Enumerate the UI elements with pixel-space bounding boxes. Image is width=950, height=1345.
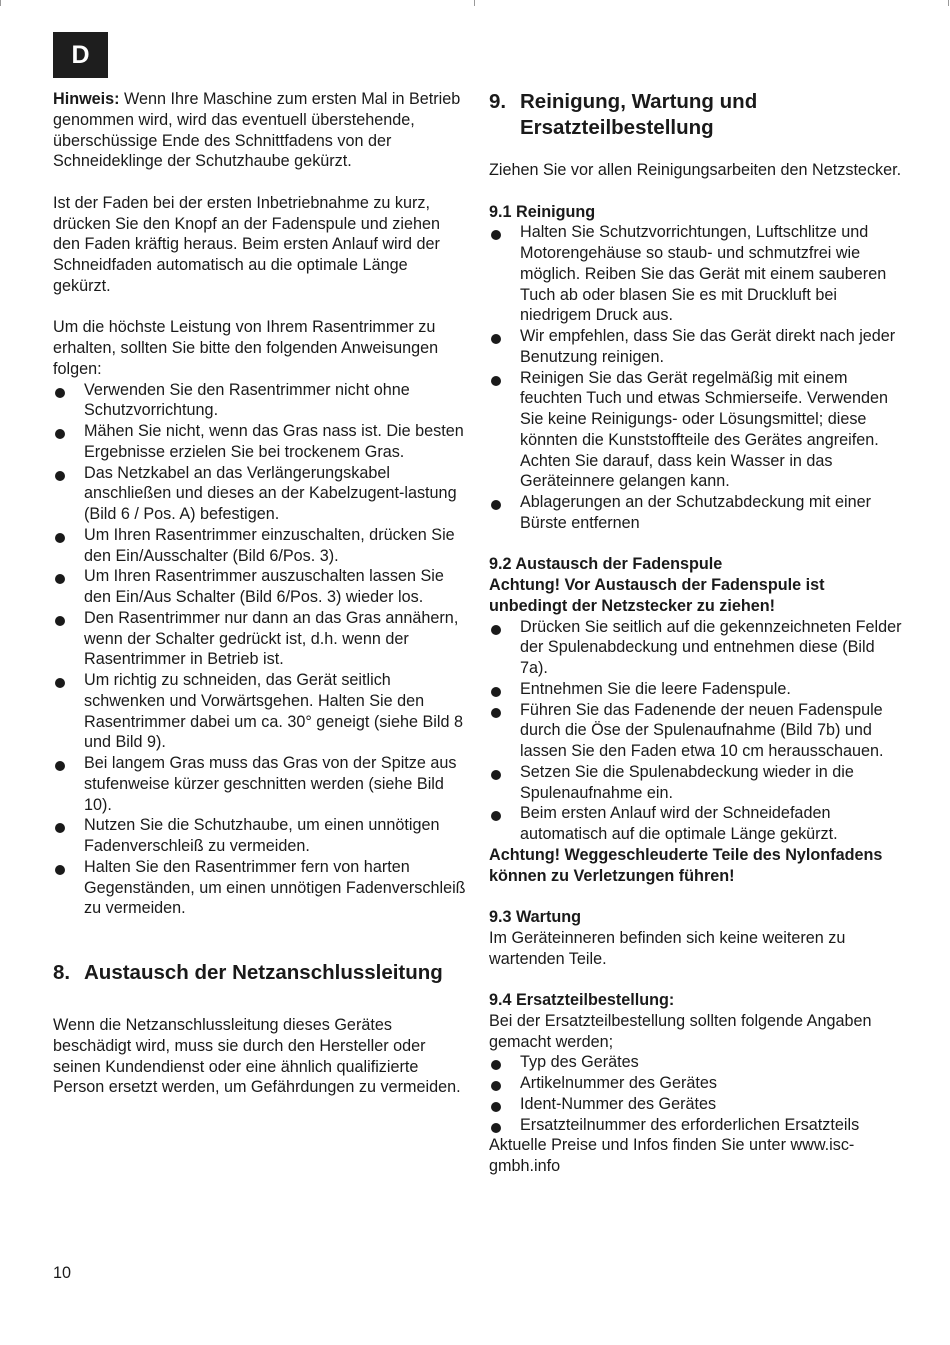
- section-9-2-warning: Achtung! Vor Austausch der Fadenspule ist unbedingt der Netzstecker zu ziehen!: [489, 576, 825, 615]
- list-item: Wir empfehlen, dass Sie das Gerät direkt nach jeder Benutzung reinigen.: [489, 326, 904, 368]
- note-paragraph: [53, 89, 468, 172]
- list-item: Drücken Sie seitlich auf die gekennzeichneten Felder der Spulenabdeckung und entnehmen diese (Bild 7a).: [489, 617, 904, 679]
- list-item: Verwenden Sie den Rasentrimmer nicht ohne Schutzvorrichtung.: [53, 380, 468, 422]
- list-item: Ersatzteilnummer des erforderlichen Ersatzteils: [489, 1115, 904, 1136]
- section-8-heading: [53, 960, 468, 986]
- instructions-list: [53, 380, 468, 920]
- list-item: Um Ihren Rasentrimmer auszuschalten lassen Sie den Ein/Aus Schalter (Bild 6/Pos. 3) wieder los.: [53, 566, 468, 608]
- section-9-4-intro: Bei der Ersatzteilbestellung sollten folgende Angaben gemacht werden;: [489, 1011, 872, 1051]
- crop-mark-center: [474, 0, 475, 6]
- section-8-title: Austausch der Netzanschlussleitung: [84, 961, 443, 984]
- note-label: Hinweis:: [53, 90, 120, 108]
- crop-mark-left: [0, 0, 1, 6]
- list-item: Ablagerungen an der Schutzabdeckung mit einer Bürste entfernen: [489, 492, 904, 534]
- section-8-text: Wenn die Netzanschlussleitung dieses Gerätes beschädigt wird, muss sie durch den Hersteller oder seinen Kundendienst oder eine ähnlich qualifizierte Person ersetzt werden, um Gefährdungen zu vermeiden.: [53, 1016, 461, 1097]
- section-9-2-title: 9.2 Austausch der Fadenspule: [489, 555, 723, 574]
- list-item: Entnehmen Sie die leere Fadenspule.: [489, 679, 904, 700]
- list-item: Beim ersten Anlauf wird der Schneidefaden automatisch auf die optimale Länge gekürzt.: [489, 803, 904, 845]
- list-item: Ident-Nummer des Gerätes: [489, 1094, 904, 1115]
- list-item: Um richtig zu schneiden, das Gerät seitlich schwenken und Vorwärtsgehen. Halten Sie den Rasentrimmer dabei um ca. 30° geneigt (siehe Bild 8 und Bild 9).: [53, 670, 468, 753]
- section-8-number: 8.: [53, 961, 71, 984]
- section-9-3-text: Im Geräteinneren befinden sich keine weiteren zu wartenden Teile.: [489, 928, 846, 968]
- list-item: Das Netzkabel an das Verlängerungskabel anschließen und dieses an der Kabelzugent-lastung (Bild 6 / Pos. A) befestigen.: [53, 463, 468, 525]
- crop-mark-right: [948, 0, 949, 6]
- list-item: Halten Sie den Rasentrimmer fern von harten Gegenständen, um einen unnötigen Fadenverschleiß zu vermeiden.: [53, 857, 468, 919]
- paragraph-instructions-intro: Um die höchste Leistung von Ihrem Rasentrimmer zu erhalten, sollten Sie bitte den folgenden Anweisungen folgen:: [53, 318, 439, 378]
- note-text: Wenn Ihre Maschine zum ersten Mal in Betrieb genommen wird, wird das eventuell überstehende, überschüssige Ende des Schnittfadens von der Schneideklinge der Schutzhaube gekürzt.: [53, 90, 461, 171]
- spare-parts-list: [489, 1052, 904, 1135]
- list-item: Bei langem Gras muss das Gras von der Spitze aus stufenweise kürzer geschnitten werden (siehe Bild 10).: [53, 753, 468, 815]
- paragraph-thread-short: Ist der Faden bei der ersten Inbetriebnahme zu kurz, drücken Sie den Knopf an der Fadenspule und ziehen den Faden kräftig heraus. Beim ersten Anlauf wird der Schneidfaden automatisch au die optimale Länge gekürzt.: [53, 193, 440, 295]
- list-item: Den Rasentrimmer nur dann an das Gras annähern, wenn der Schalter gedrückt ist, d.h. wenn der Rasentrimmer in Betrieb ist.: [53, 608, 468, 670]
- section-9-title: Reinigung, Wartung und Ersatzteilbestellung: [520, 90, 758, 139]
- list-item: Halten Sie Schutzvorrichtungen, Luftschlitze und Motorengehäuse so staub- und schmutzfrei wie möglich. Reiben Sie das Gerät mit einem sauberen Tuch ab oder blasen Sie es mit Druckluft bei niedrigem Druck aus.: [489, 222, 904, 326]
- section-9-4-outro: Aktuelle Preise und Infos finden Sie unter www.isc-gmbh.info: [489, 1136, 855, 1175]
- list-item: Artikelnummer des Gerätes: [489, 1073, 904, 1094]
- language-badge: D: [53, 32, 108, 78]
- cleaning-list: [489, 222, 904, 533]
- section-9-2-warning-2: Achtung! Weggeschleuderte Teile des Nylonfadens können zu Verletzungen führen!: [489, 845, 883, 885]
- list-item: Führen Sie das Fadenende der neuen Fadenspule durch die Öse der Spulenaufnahme (Bild 7b) und lassen Sie den Faden etwa 10 cm herausschauen.: [489, 700, 904, 762]
- section-9-number: 9.: [489, 90, 507, 113]
- page-number: 10: [53, 1264, 72, 1282]
- list-item: Reinigen Sie das Gerät regelmäßig mit einem feuchten Tuch und etwas Schmierseife. Verwenden Sie keine Reinigungs- oder Lösungsmittel; diese könnten die Kunststoffteile des Gerätes angreifen. Achten Sie darauf, dass kein Wasser in das Geräteinnere gelangen kann.: [489, 368, 904, 493]
- section-9-4-title: 9.4 Ersatzteilbestellung:: [489, 991, 675, 1009]
- spool-replacement-list: [489, 617, 904, 845]
- list-item: Um Ihren Rasentrimmer einzuschalten, drücken Sie den Ein/Ausschalter (Bild 6/Pos. 3).: [53, 525, 468, 567]
- list-item: Setzen Sie die Spulenabdeckung wieder in die Spulenaufnahme ein.: [489, 762, 904, 804]
- section-9-3-title: 9.3 Wartung: [489, 908, 582, 926]
- section-9-intro: Ziehen Sie vor allen Reinigungsarbeiten den Netzstecker.: [489, 161, 902, 179]
- section-9-1-title: 9.1 Reinigung: [489, 202, 596, 221]
- list-item: Nutzen Sie die Schutzhaube, um einen unnötigen Fadenverschleiß zu vermeiden.: [53, 815, 468, 857]
- list-item: Mähen Sie nicht, wenn das Gras nass ist. Die besten Ergebnisse erzielen Sie bei trockenem Gras.: [53, 421, 468, 463]
- section-9-heading: [489, 89, 904, 141]
- right-column: [489, 89, 904, 1177]
- list-item: Typ des Gerätes: [489, 1052, 904, 1073]
- left-column: [53, 89, 468, 1098]
